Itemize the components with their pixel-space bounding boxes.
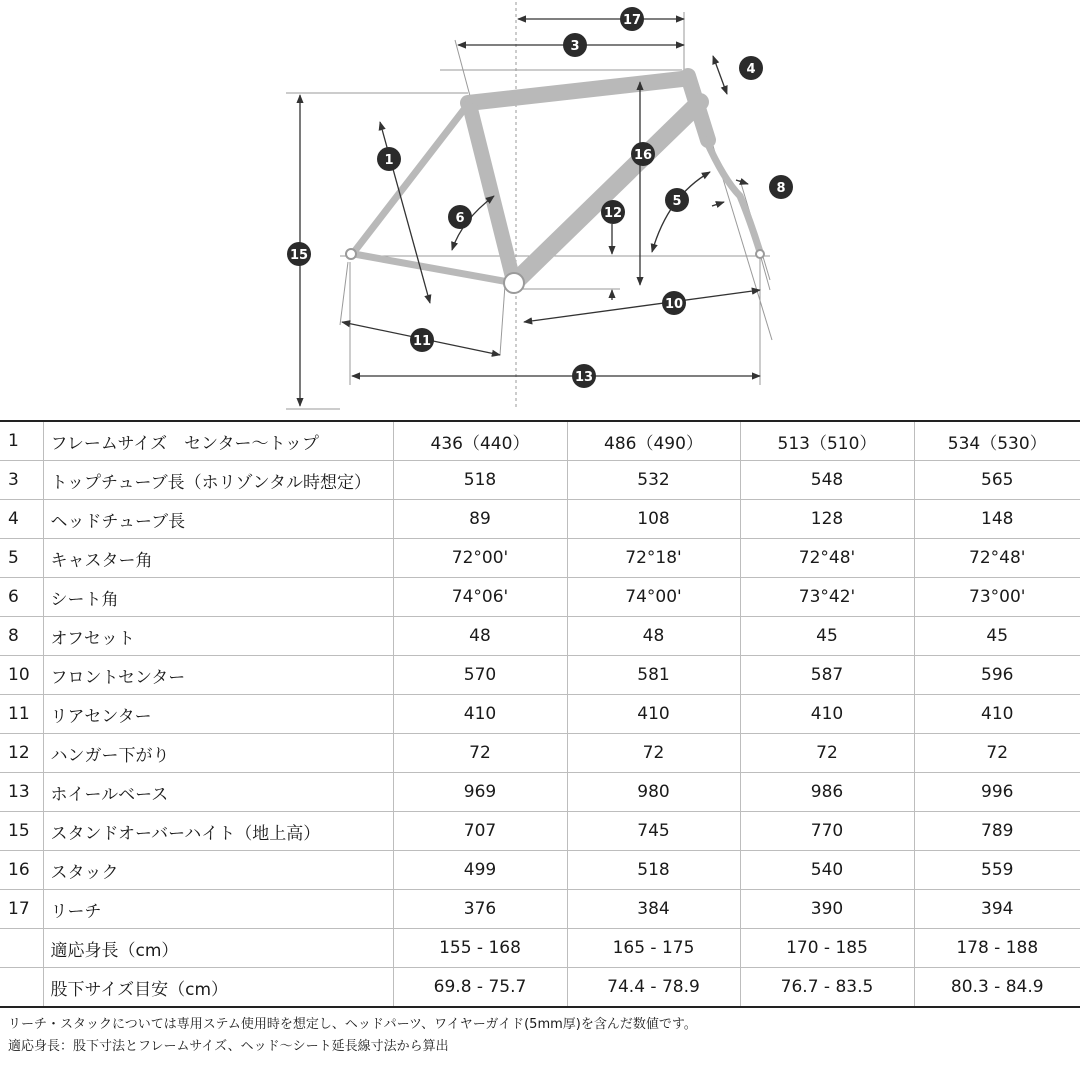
size-value-4: 996 bbox=[914, 773, 1080, 812]
table-row bbox=[0, 734, 1080, 773]
svg-text:11: 11 bbox=[412, 334, 432, 349]
callout-6 bbox=[448, 205, 472, 229]
size-value-3: 410 bbox=[740, 695, 914, 734]
size-value-4: 394 bbox=[914, 890, 1080, 929]
callout-1 bbox=[377, 147, 401, 171]
size-value-4: 410 bbox=[914, 695, 1080, 734]
size-value-1: 969 bbox=[393, 773, 567, 812]
size-value-2: 74.4 - 78.9 bbox=[567, 968, 740, 1008]
size-value-4: 72°48' bbox=[914, 539, 1080, 578]
geometry-table bbox=[0, 420, 1080, 1008]
size-value-4: 80.3 - 84.9 bbox=[914, 968, 1080, 1008]
size-value-2: 410 bbox=[567, 695, 740, 734]
row-label: ホイールベース bbox=[43, 773, 393, 812]
size-value-1: 436（440） bbox=[393, 421, 567, 461]
svg-text:17: 17 bbox=[622, 13, 642, 28]
size-value-3: 770 bbox=[740, 812, 914, 851]
row-number bbox=[0, 929, 43, 968]
table-row bbox=[0, 539, 1080, 578]
size-value-1: 707 bbox=[393, 812, 567, 851]
row-number: 10 bbox=[0, 656, 43, 695]
table-row bbox=[0, 695, 1080, 734]
callout-11 bbox=[410, 328, 434, 352]
size-value-2: 74°00' bbox=[567, 578, 740, 617]
size-value-4: 534（530） bbox=[914, 421, 1080, 461]
callout-16 bbox=[631, 142, 655, 166]
callout-15 bbox=[287, 242, 311, 266]
row-number: 16 bbox=[0, 851, 43, 890]
svg-text:12: 12 bbox=[603, 206, 623, 221]
row-number: 12 bbox=[0, 734, 43, 773]
size-value-4: 559 bbox=[914, 851, 1080, 890]
size-value-4: 148 bbox=[914, 500, 1080, 539]
size-value-3: 540 bbox=[740, 851, 914, 890]
row-number: 6 bbox=[0, 578, 43, 617]
size-value-4: 596 bbox=[914, 656, 1080, 695]
size-value-2: 72°18' bbox=[567, 539, 740, 578]
table-row bbox=[0, 421, 1080, 461]
row-label: トップチューブ長（ホリゾンタル時想定） bbox=[43, 461, 393, 500]
row-label: ヘッドチューブ長 bbox=[43, 500, 393, 539]
callout-badges bbox=[287, 7, 793, 388]
footnote-fit-height: 適応身長：股下寸法とフレームサイズ、ヘッド〜シート延長線寸法から算出 bbox=[8, 1039, 449, 1054]
size-value-1: 72 bbox=[393, 734, 567, 773]
table-row bbox=[0, 812, 1080, 851]
size-value-3: 128 bbox=[740, 500, 914, 539]
size-value-4: 45 bbox=[914, 617, 1080, 656]
row-label: 股下サイズ目安（cm） bbox=[43, 968, 393, 1008]
row-number: 4 bbox=[0, 500, 43, 539]
svg-text:10: 10 bbox=[664, 297, 684, 312]
svg-text:3: 3 bbox=[570, 39, 580, 54]
size-value-3: 73°42' bbox=[740, 578, 914, 617]
footnotes bbox=[8, 1014, 1072, 1058]
size-value-3: 390 bbox=[740, 890, 914, 929]
row-number: 15 bbox=[0, 812, 43, 851]
size-value-2: 745 bbox=[567, 812, 740, 851]
callout-12 bbox=[601, 200, 625, 224]
bike-frame bbox=[346, 76, 764, 293]
callout-17 bbox=[620, 7, 644, 31]
size-value-4: 178 - 188 bbox=[914, 929, 1080, 968]
row-label: スタンドオーバーハイト（地上高） bbox=[43, 812, 393, 851]
frame-geometry-diagram bbox=[0, 0, 1080, 412]
size-value-2: 581 bbox=[567, 656, 740, 695]
row-number: 1 bbox=[0, 421, 43, 461]
size-value-3: 986 bbox=[740, 773, 914, 812]
table-row bbox=[0, 656, 1080, 695]
size-value-3: 170 - 185 bbox=[740, 929, 914, 968]
footnote-reach-stack: リーチ・スタックについては専用ステム使用時を想定し、ヘッドパーツ、ワイヤーガイド(5mm厚)を含んだ数値です。 bbox=[8, 1017, 697, 1032]
row-label: オフセット bbox=[43, 617, 393, 656]
size-value-2: 532 bbox=[567, 461, 740, 500]
svg-text:1: 1 bbox=[384, 153, 394, 168]
svg-text:6: 6 bbox=[455, 211, 465, 226]
callout-4 bbox=[739, 56, 763, 80]
row-label: シート角 bbox=[43, 578, 393, 617]
table-row bbox=[0, 500, 1080, 539]
table-row bbox=[0, 617, 1080, 656]
size-value-1: 499 bbox=[393, 851, 567, 890]
svg-text:8: 8 bbox=[776, 181, 786, 196]
size-value-2: 980 bbox=[567, 773, 740, 812]
size-value-2: 518 bbox=[567, 851, 740, 890]
callout-13 bbox=[572, 364, 596, 388]
size-value-1: 570 bbox=[393, 656, 567, 695]
row-label: フレームサイズ センター〜トップ bbox=[43, 421, 393, 461]
row-label: リアセンター bbox=[43, 695, 393, 734]
size-value-4: 789 bbox=[914, 812, 1080, 851]
size-value-1: 410 bbox=[393, 695, 567, 734]
size-value-1: 72°00' bbox=[393, 539, 567, 578]
size-value-1: 376 bbox=[393, 890, 567, 929]
row-number bbox=[0, 968, 43, 1008]
size-value-1: 155 - 168 bbox=[393, 929, 567, 968]
row-label: 適応身長（cm） bbox=[43, 929, 393, 968]
svg-text:4: 4 bbox=[746, 62, 756, 77]
row-number: 3 bbox=[0, 461, 43, 500]
row-number: 11 bbox=[0, 695, 43, 734]
table-row bbox=[0, 773, 1080, 812]
size-value-2: 48 bbox=[567, 617, 740, 656]
size-value-3: 513（510） bbox=[740, 421, 914, 461]
callout-10 bbox=[662, 291, 686, 315]
size-value-3: 548 bbox=[740, 461, 914, 500]
size-value-1: 69.8 - 75.7 bbox=[393, 968, 567, 1008]
size-value-3: 72°48' bbox=[740, 539, 914, 578]
size-value-1: 74°06' bbox=[393, 578, 567, 617]
row-label: ハンガー下がり bbox=[43, 734, 393, 773]
callout-5 bbox=[665, 188, 689, 212]
size-value-3: 76.7 - 83.5 bbox=[740, 968, 914, 1008]
svg-text:15: 15 bbox=[289, 248, 309, 263]
size-value-4: 73°00' bbox=[914, 578, 1080, 617]
row-label: スタック bbox=[43, 851, 393, 890]
guide-lines bbox=[286, 2, 772, 409]
size-value-2: 384 bbox=[567, 890, 740, 929]
size-value-2: 486（490） bbox=[567, 421, 740, 461]
size-value-3: 587 bbox=[740, 656, 914, 695]
callout-3 bbox=[563, 33, 587, 57]
size-value-3: 45 bbox=[740, 617, 914, 656]
table-row bbox=[0, 929, 1080, 968]
size-value-1: 518 bbox=[393, 461, 567, 500]
table-row bbox=[0, 968, 1080, 1008]
row-label: キャスター角 bbox=[43, 539, 393, 578]
size-value-2: 108 bbox=[567, 500, 740, 539]
size-value-4: 565 bbox=[914, 461, 1080, 500]
size-value-3: 72 bbox=[740, 734, 914, 773]
table-row bbox=[0, 890, 1080, 929]
table-row bbox=[0, 578, 1080, 617]
callout-8 bbox=[769, 175, 793, 199]
row-label: フロントセンター bbox=[43, 656, 393, 695]
size-value-1: 89 bbox=[393, 500, 567, 539]
row-number: 5 bbox=[0, 539, 43, 578]
svg-text:13: 13 bbox=[574, 370, 594, 385]
row-label: リーチ bbox=[43, 890, 393, 929]
table-row bbox=[0, 851, 1080, 890]
svg-text:16: 16 bbox=[633, 148, 653, 163]
size-value-2: 72 bbox=[567, 734, 740, 773]
svg-text:5: 5 bbox=[672, 194, 682, 209]
row-number: 17 bbox=[0, 890, 43, 929]
row-number: 13 bbox=[0, 773, 43, 812]
size-value-1: 48 bbox=[393, 617, 567, 656]
size-value-2: 165 - 175 bbox=[567, 929, 740, 968]
table-row bbox=[0, 461, 1080, 500]
row-number: 8 bbox=[0, 617, 43, 656]
size-value-4: 72 bbox=[914, 734, 1080, 773]
